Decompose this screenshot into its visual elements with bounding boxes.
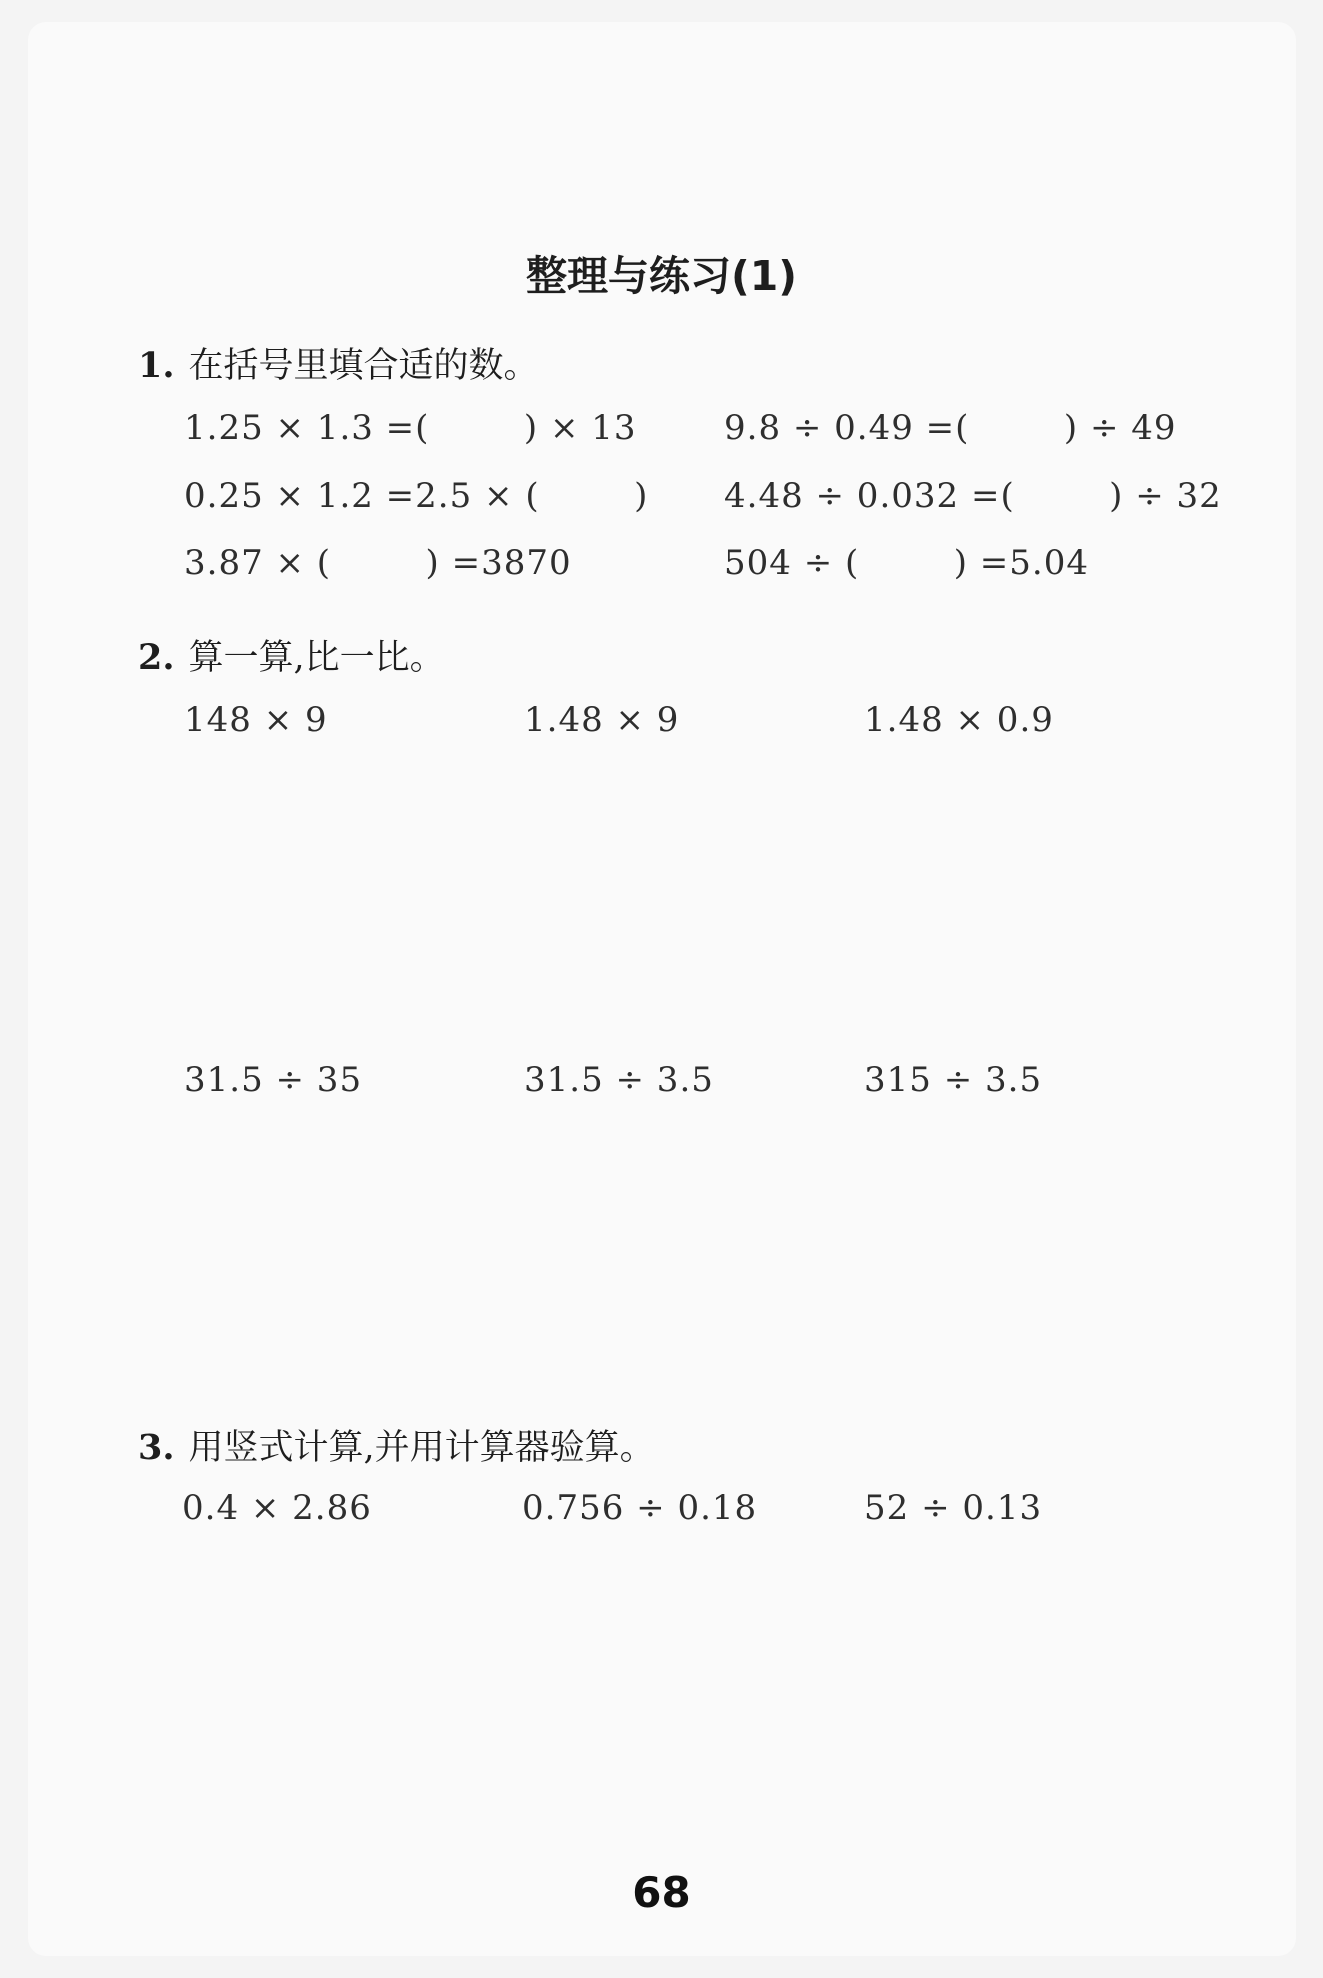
question-2-header — [138, 630, 445, 680]
q1-item-3: 0.25 × 1.2 =2.5 × ( ) — [184, 476, 649, 516]
q2-item-5: 31.5 ÷ 3.5 — [524, 1060, 714, 1100]
q3-item-3: 52 ÷ 0.13 — [864, 1488, 1043, 1528]
q2-item-2: 1.48 × 9 — [524, 700, 680, 740]
page-number: 68 — [632, 1868, 691, 1917]
q2-item-4: 31.5 ÷ 35 — [184, 1060, 363, 1100]
question-3-number: 3. — [138, 1427, 175, 1468]
q1-item-2: 9.8 ÷ 0.49 =( ) ÷ 49 — [724, 408, 1177, 448]
question-2-number: 2. — [138, 637, 175, 678]
question-3-prompt: 用竖式计算,并用计算器验算。 — [188, 1428, 655, 1468]
q1-item-6: 504 ÷ ( ) =5.04 — [724, 543, 1089, 583]
page-title: 整理与练习(1) — [525, 252, 797, 300]
question-3-header — [138, 1420, 655, 1470]
q1-item-4: 4.48 ÷ 0.032 =( ) ÷ 32 — [724, 476, 1222, 516]
question-1-prompt: 在括号里填合适的数。 — [188, 346, 539, 386]
q1-item-1: 1.25 × 1.3 =( ) × 13 — [184, 408, 637, 448]
q2-item-1: 148 × 9 — [184, 700, 328, 740]
question-2-prompt: 算一算,比一比。 — [188, 638, 445, 678]
q2-item-3: 1.48 × 0.9 — [864, 700, 1054, 740]
q2-item-6: 315 ÷ 3.5 — [864, 1060, 1043, 1100]
worksheet-page — [28, 22, 1296, 1956]
q3-item-1: 0.4 × 2.86 — [182, 1488, 372, 1528]
question-1-number: 1. — [138, 345, 175, 386]
q1-item-5: 3.87 × ( ) =3870 — [184, 543, 572, 583]
question-1-header — [138, 338, 539, 388]
q3-item-2: 0.756 ÷ 0.18 — [522, 1488, 758, 1528]
